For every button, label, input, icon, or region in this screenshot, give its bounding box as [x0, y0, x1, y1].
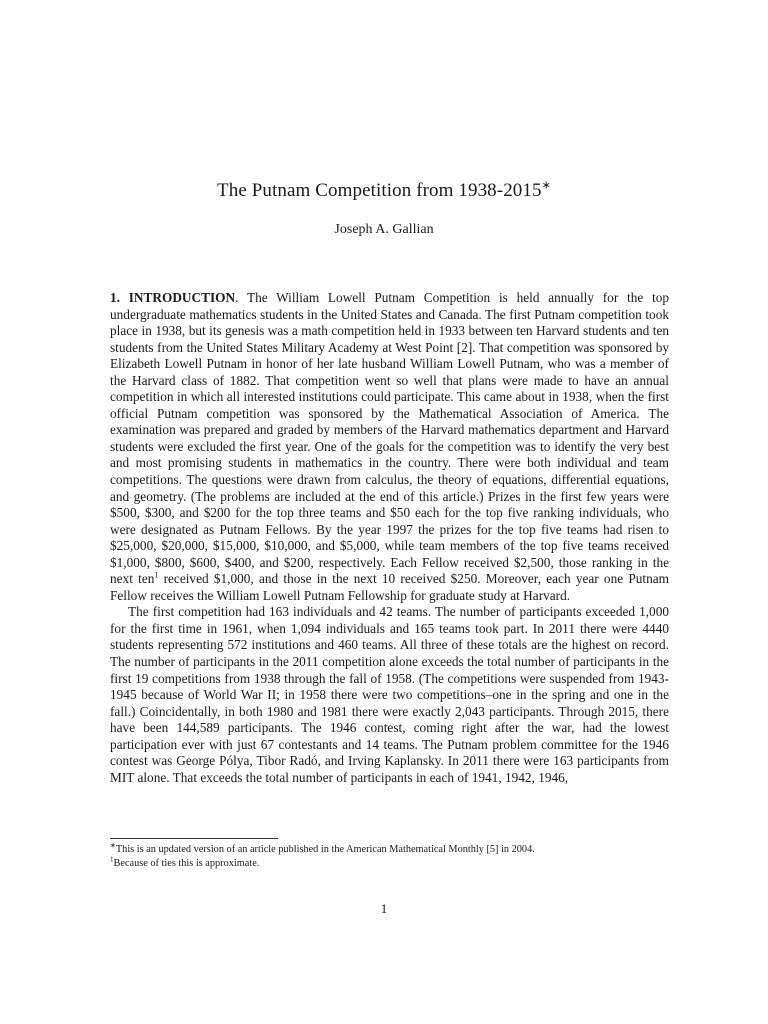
paper-title — [0, 180, 768, 202]
footnote-text: This is an updated version of an article published in the American Mathematical Monthly [5] in 2004. — [115, 844, 535, 855]
footnote-mark: 1 — [110, 855, 114, 864]
title-text: The Putnam Competition from 1938-2015 — [217, 180, 542, 201]
paper-author: Joseph A. Gallian — [334, 222, 434, 237]
page-number: 1 — [380, 901, 388, 916]
paragraph-participation: The first competition had 163 individuals and 42 teams. The number of participants exceeded 1,000 for the first time in 1961, when 1,094 individuals and 165 teams took part. In 2011 there were 4440 students representing 572 institutions and 460 teams. All three of these totals are the highest on record. The number of participants in the 2011 competition alone exceeds the total number of participants in the first 19 competitions from 1938 through the fall of 1958. (The competitions were suspended from 1943-1945 because of World War II; in 1958 there were two competitions–one in the spring and one in the fall.) Coincidentally, in both 1980 and 1981 there were exactly 2,043 participants. Through 2015, there have been 144,589 participants. The 1946 contest, coming right after the war, had the lowest participation ever with just 67 contestants and 14 teams. The Putnam problem committee for the 1946 contest was George Pólya, Tibor Radó, and Irving Kaplansky. In 2011 there were 163 participants from MIT alone. That exceeds the total number of participants in each of 1941, 1942, 1946, — [110, 604, 669, 785]
title-footnote-mark: ∗ — [541, 179, 551, 192]
paragraph-introduction — [110, 290, 669, 604]
footnotes — [110, 843, 669, 870]
section-heading: 1. INTRODUCTION — [110, 290, 236, 305]
paragraph1-part-a: . The William Lowell Putnam Competition is held annually for the top undergraduate mathematics students in the United States and Canada. The first Putnam competition took place in 1938, but its genesis was a math competition held in 1933 between ten Harvard students and ten students from the United States Military Academy at West Point [2]. That competition was sponsored by Elizabeth Lowell Putnam in honor of her late husband William Lowell Putnam, who was a member of the Harvard class of 1882. That competition went so well that plans were made to have an annual competition in which all interested institutions could participate. This came about in 1938, when the first official Putnam competition was sponsored by the Mathematical Association of America. The examination was prepared and graded by members of the Harvard mathematics department and Harvard students were excluded the first year. One of the goals for the competition was to identify the very best and most promising students in mathematics in the country. There were both individual and team competitions. The questions were drawn from calculus, the theory of equations, differential equations, and geometry. (The problems are included at the end of this article.) Prizes in the first few years were $500, $300, and $200 for the top three teams and $50 each for the top five ranking individuals, who were designated as Putnam Fellows. By the year 1997 the prizes for the top five teams had risen to $25,000, $20,000, $15,000, $10,000, and $5,000, while team members of the top five teams received $1,000, $800, $600, $400, and $200, respectively. Each Fellow received $2,500, those ranking in the next ten — [110, 290, 669, 587]
footnote-text: Because of ties this is approximate. — [113, 857, 260, 869]
paragraph1-footnote-mark: 1 — [154, 570, 159, 580]
body-text — [110, 290, 669, 786]
footnote-item — [110, 843, 669, 857]
footnote-mark: ∗ — [110, 841, 116, 850]
paragraph1-part-b: received $1,000, and those in the next 10 received $250. Moreover, each year one Putnam Fellow receives the William Lowell Putnam Fellowship for graduate study at Harvard. — [110, 571, 669, 603]
footnote-divider — [110, 838, 278, 839]
footnote-item — [110, 857, 669, 871]
